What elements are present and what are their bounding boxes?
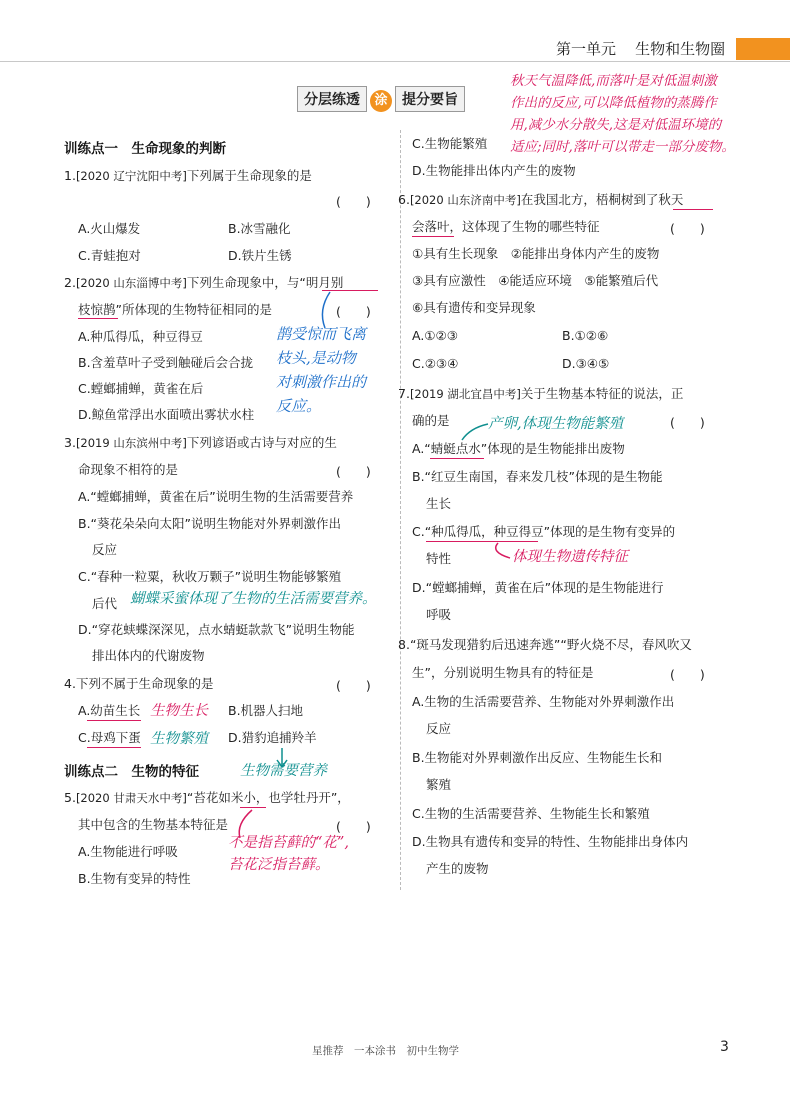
arrow-spawn-icon — [462, 424, 488, 440]
q5-stem-line2: 其中包含的生物基本特征是 — [78, 817, 229, 832]
banner-left: 分层练透 — [297, 86, 367, 112]
underline-luoye — [412, 236, 454, 237]
q7-stem-line2: 确的是 — [412, 413, 450, 428]
q1-stem: 1.[2020 辽宁沈阳中考]下列属于生命现象的是 — [64, 168, 312, 183]
q4-option-b[interactable]: B.机器人扫地 — [228, 703, 304, 718]
q2-option-b[interactable]: B.含羞草叶子受到触碰后会合拢 — [78, 355, 254, 370]
q6-option-d[interactable]: D.③④⑤ — [562, 356, 610, 371]
note-grow: 生物生长 — [150, 703, 208, 719]
q8-option-a-line2: 反应 — [426, 721, 452, 736]
section-title-1: 训练点一 生命现象的判断 — [64, 141, 226, 157]
q2-answer-paren[interactable]: ( ) — [336, 304, 371, 319]
underline-muji — [87, 747, 141, 748]
q3-option-b-line1[interactable]: B.“葵花朵朵向太阳”说明生物能对外界刺激作出 — [78, 516, 342, 531]
q6-option-a[interactable]: A.①②③ — [412, 328, 458, 343]
q2-stem-line2: 枝惊鹊”所体现的生物特征相同的是 — [78, 302, 272, 317]
q2-stem-line1: 2.[2020 山东淄博中考]下列生命现象中，与“明月别 — [64, 275, 344, 290]
section-banner — [297, 86, 465, 110]
column-divider — [400, 130, 401, 890]
q5-stem-line1: 5.[2020 甘肃天水中考]“苔花如米小，也学牡丹开”， — [64, 790, 350, 805]
q5-answer-paren[interactable]: ( ) — [336, 819, 371, 834]
q4-answer-paren[interactable]: ( ) — [336, 678, 371, 693]
note-butterfly: 蝴蝶采蜜体现了生物的生活需要营养。 — [130, 591, 377, 607]
q4-option-c[interactable]: C.母鸡下蛋 — [78, 730, 141, 745]
q3-stem-line2: 命现象不相符的是 — [78, 462, 179, 477]
underline-zhonggua — [426, 541, 538, 542]
q8-option-d-line2: 产生的废物 — [426, 861, 489, 876]
q3-option-b-line2: 反应 — [92, 542, 118, 557]
note-heredity: 体现生物遗传特征 — [512, 549, 628, 565]
q1-option-d[interactable]: D.铁片生锈 — [228, 248, 292, 263]
q7-option-b-line2: 生长 — [426, 496, 452, 511]
underline-taihua — [240, 807, 266, 808]
q2-option-d[interactable]: D.鲸鱼常浮出水面喷出雾状水柱 — [78, 407, 255, 422]
q5-option-c[interactable]: C.生物能繁殖 — [412, 136, 488, 151]
q7-option-c-line1[interactable]: C.“种瓜得瓜，种豆得豆”体现的是生物有变异的 — [412, 524, 676, 539]
note-nutrition: 生物需要营养 — [240, 763, 327, 779]
header-accent-block — [736, 38, 790, 60]
note-autumn-leaves: 秋天气温降低,而落叶是对低温刺激 作出的反应,可以降低植物的蒸腾作 用,减少水分散失,这是对低温环境的 适应;同时,落叶可以带走一部分废物。 — [510, 73, 735, 155]
q7-option-c-line2: 特性 — [426, 551, 452, 566]
q7-option-b-line1[interactable]: B.“红豆生南国，春来发几枝”体现的是生物能 — [412, 469, 663, 484]
header-title — [556, 38, 725, 59]
q1-option-c[interactable]: C.青蛙抱对 — [78, 248, 141, 263]
q2-option-c[interactable]: C.螳螂捕蝉，黄雀在后 — [78, 381, 204, 396]
q6-answer-paren[interactable]: ( ) — [670, 221, 705, 236]
q8-option-b-line2: 繁殖 — [426, 777, 452, 792]
note-spawn: 产卵,体现生物能繁殖 — [488, 416, 624, 432]
q3-option-a[interactable]: A.“螳螂捕蝉，黄雀在后”说明生物的生活需要营养 — [78, 489, 354, 504]
q6-option-c[interactable]: C.②③④ — [412, 356, 459, 371]
q5-option-d[interactable]: D.生物能排出体内产生的废物 — [412, 163, 576, 178]
q3-option-d-line2: 排出体内的代谢废物 — [92, 648, 205, 663]
q3-option-d-line1[interactable]: D.“穿花蛱蝶深深见，点水蜻蜓款款飞”说明生物能 — [78, 622, 355, 637]
underline-youmiao — [87, 720, 141, 721]
q8-option-b-line1[interactable]: B.生物能对外界刺激作出反应、生物能生长和 — [412, 750, 663, 765]
q4-option-a[interactable]: A.幼苗生长 — [78, 703, 141, 718]
underline-qingting — [430, 458, 484, 459]
q5-option-a[interactable]: A.生物能进行呼吸 — [78, 844, 178, 859]
arrow-heredity-icon — [496, 543, 510, 558]
q1-option-b[interactable]: B.冰雪融化 — [228, 221, 291, 236]
note-magpie: 鹊受惊而飞离 枝头,是动物 对刺激作出的 反应。 — [276, 325, 367, 415]
q6-options-line2: ③具有应激性 ④能适应环境 ⑤能繁殖后代 — [412, 273, 659, 288]
q8-stem-line2: 生”，分别说明生物具有的特征是 — [412, 665, 594, 680]
q7-option-d-line1[interactable]: D.“螳螂捕蝉，黄雀在后”体现的是生物能进行 — [412, 580, 664, 595]
q4-stem: 4.下列不属于生命现象的是 — [64, 676, 214, 691]
page-number: 3 — [720, 1039, 729, 1055]
q8-option-c[interactable]: C.生物的生活需要营养、生物能生长和繁殖 — [412, 806, 650, 821]
banner-circle-icon: 涂 — [370, 90, 392, 112]
q3-option-c-line2: 后代 — [92, 596, 118, 611]
q8-option-a-line1[interactable]: A.生物的生活需要营养、生物能对外界刺激作出 — [412, 694, 675, 709]
q8-stem-line1: 8.“斑马发现猎豹后迅速奔逃”“野火烧不尽，春风吹又 — [398, 637, 692, 652]
q6-options-line1: ①具有生长现象 ②能排出身体内产生的废物 — [412, 246, 660, 261]
note-breed: 生物繁殖 — [150, 731, 208, 747]
q8-answer-paren[interactable]: ( ) — [670, 667, 705, 682]
banner-right: 提分要旨 — [395, 86, 465, 112]
q2-option-a[interactable]: A.种瓜得瓜，种豆得豆 — [78, 329, 203, 344]
q3-stem-line1: 3.[2019 山东滨州中考]下列谚语或古诗与对应的生 — [64, 435, 337, 450]
section-title-2: 训练点二 生物的特征 — [64, 764, 199, 780]
q6-option-b[interactable]: B.①②⑥ — [562, 328, 609, 343]
chapter-label: 生物和生物圈 — [635, 40, 726, 58]
unit-label: 第一单元 — [556, 40, 617, 58]
footer-brand: 星推荐 一本涂书 初中生物学 — [312, 1045, 459, 1057]
q7-stem-line1: 7.[2019 湖北宜昌中考]关于生物基本特征的说法，正 — [398, 386, 684, 401]
q4-option-d[interactable]: D.猎豹追捕羚羊 — [228, 730, 317, 745]
q6-options-line3: ⑥具有遗传和变异现象 — [412, 300, 536, 315]
q6-stem-line2: 会落叶，这体现了生物的哪些特征 — [412, 219, 600, 234]
q1-option-a[interactable]: A.火山爆发 — [78, 221, 141, 236]
q6-stem-line1: 6.[2020 山东济南中考]在我国北方，梧桐树到了秋天 — [398, 192, 684, 207]
q3-answer-paren[interactable]: ( ) — [336, 464, 371, 479]
q7-answer-paren[interactable]: ( ) — [670, 415, 705, 430]
q7-option-d-line2: 呼吸 — [426, 607, 452, 622]
note-moss: 不是指苔藓的“花”, 苔花泛指苔藓。 — [228, 835, 349, 873]
q5-option-b[interactable]: B.生物有变异的特性 — [78, 871, 191, 886]
header-divider — [0, 61, 790, 62]
q7-option-a[interactable]: A.“蜻蜓点水”体现的是生物能排出废物 — [412, 441, 625, 456]
underline-zhijingque — [78, 318, 118, 319]
q1-answer-paren[interactable]: ( ) — [336, 194, 371, 209]
q8-option-d-line1[interactable]: D.生物具有遗传和变异的特性、生物能排出身体内 — [412, 834, 689, 849]
underline-qiutian — [673, 209, 713, 210]
underline-mingyue — [322, 290, 378, 291]
q3-option-c-line1[interactable]: C.“春种一粒粟，秋收万颗子”说明生物能够繁殖 — [78, 569, 342, 584]
